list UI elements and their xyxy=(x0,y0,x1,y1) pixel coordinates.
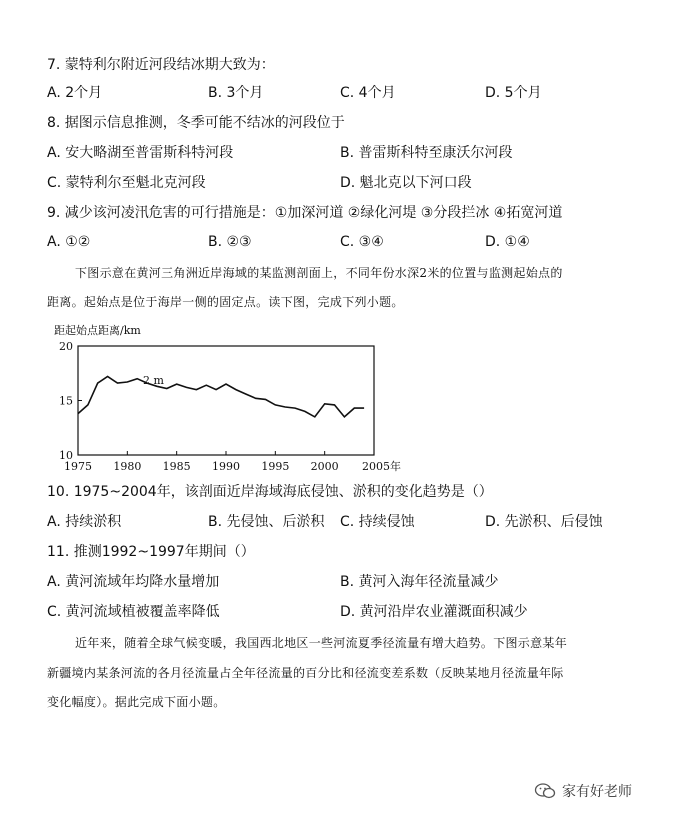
q10-option-a: A. 持续淤积 xyxy=(47,514,122,530)
q11-stem: 11. 推测1992~1997年期间（） xyxy=(47,544,255,560)
chart-xlabel-suffix: 2005年 xyxy=(362,460,401,473)
q11-option-c: C. 黄河流域植被覆盖率降低 xyxy=(47,604,220,620)
intro-paragraph-2-line-2: 新疆境内某条河流的各月径流量占全年径流量的百分比和径流变差系数（反映某地月径流量年际 xyxy=(47,666,564,680)
wechat-official-account-icon xyxy=(534,782,556,800)
q9-stem: 9. 减少该河凌汛危害的可行措施是：①加深河道 ②绿化河堤 ③分段拦冰 ④拓宽河道 xyxy=(47,205,563,221)
q8-option-a: A. 安大略湖至普雷斯科特河段 xyxy=(47,145,234,161)
chart-ytick-label-15: 15 xyxy=(59,394,73,408)
chart-ytick-label-10: 10 xyxy=(59,449,73,462)
chart-ytick-label-20: 20 xyxy=(59,340,73,353)
q8-option-c: C. 蒙特利尔至魁北克河段 xyxy=(47,175,206,191)
q8-option-d: D. 魁北克以下河口段 xyxy=(340,175,472,191)
q11-option-b: B. 黄河入海年径流量减少 xyxy=(340,574,499,590)
q11-option-a: A. 黄河流域年均降水量增加 xyxy=(47,574,220,590)
chart-xtick-label-1985: 1985 xyxy=(162,460,191,473)
intro-paragraph-2-line-1: 近年来，随着全球气候变暖，我国西北地区一些河流夏季径流量有增大趋势。下图示意某年 xyxy=(75,636,568,650)
intro-paragraph-1-line-1: 下图示意在黄河三角洲近岸海域的某监测剖面上，不同年份水深2米的位置与监测起始点的 xyxy=(75,266,563,280)
q7-option-b: B. 3个月 xyxy=(208,85,264,101)
q10-option-b: B. 先侵蚀、后淤积 xyxy=(208,514,325,530)
watermark-text: 家有好老师 xyxy=(562,784,632,800)
q10-option-c: C. 持续侵蚀 xyxy=(340,514,415,530)
q8-stem: 8. 据图示信息推测，冬季可能不结冰的河段位于 xyxy=(47,115,345,131)
q9-option-c: C. ③④ xyxy=(340,234,384,250)
q7-stem: 7. 蒙特利尔附近河段结冰期大致为： xyxy=(47,57,275,73)
q10-option-d: D. 先淤积、后侵蚀 xyxy=(485,514,603,530)
chart-ylabel: 距起始点距离/km xyxy=(54,324,141,337)
q8-option-b: B. 普雷斯科特至康沃尔河段 xyxy=(340,145,513,161)
chart-xtick-label-1990: 1990 xyxy=(212,460,240,473)
chart-frame xyxy=(78,346,374,455)
watermark xyxy=(534,781,632,801)
chart-series-line-2m xyxy=(78,377,364,417)
q7-option-d: D. 5个月 xyxy=(485,85,542,101)
intro-paragraph-2-line-3: 变化幅度）。据此完成下面小题。 xyxy=(47,695,226,709)
q7-option-a: A. 2个月 xyxy=(47,85,103,101)
chart-series-label: 2 m xyxy=(143,374,164,387)
q9-option-b: B. ②③ xyxy=(208,234,252,250)
q10-stem: 10. 1975~2004年，该剖面近岸海域海底侵蚀、淤积的变化趋势是（） xyxy=(47,484,493,500)
chart-xtick-label-1995: 1995 xyxy=(261,460,290,473)
q9-option-d: D. ①④ xyxy=(485,234,530,250)
chart-xtick-label-1975: 1975 xyxy=(64,460,92,473)
chart-xtick-label-1980: 1980 xyxy=(113,460,142,473)
distance-line-chart xyxy=(44,323,404,475)
q7-option-c: C. 4个月 xyxy=(340,85,396,101)
q11-option-d: D. 黄河沿岸农业灌溉面积减少 xyxy=(340,604,528,620)
intro-paragraph-1-line-2: 距离。起始点是位于海岸一侧的固定点。读下图，完成下列小题。 xyxy=(47,295,404,309)
q9-option-a: A. ①② xyxy=(47,234,91,250)
chart-xtick-label-2000: 2000 xyxy=(310,460,339,473)
